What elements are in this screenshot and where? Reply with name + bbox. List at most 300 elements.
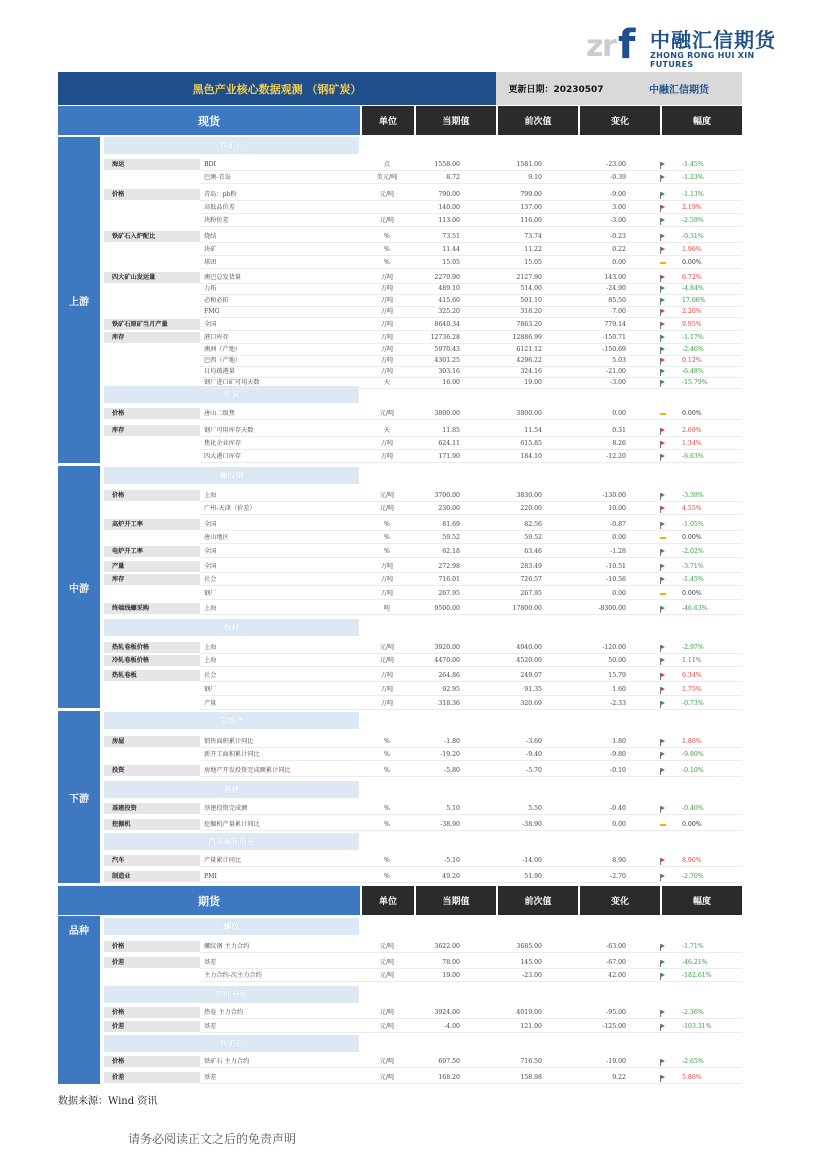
row-rate: -2.46% — [682, 346, 704, 353]
row-change: -3.00 — [610, 217, 626, 224]
row-divider — [200, 242, 742, 243]
row-previous: 4019.00 — [516, 1009, 542, 1016]
trend-flag-icon — [660, 189, 672, 200]
row-divider — [200, 419, 742, 420]
row-unit: % — [384, 821, 390, 828]
row-unit: 万吨 — [380, 453, 394, 460]
row-change: -0.23 — [610, 233, 626, 240]
row-previous: 1581.00 — [516, 161, 542, 168]
row-change: 8.26 — [612, 440, 626, 447]
row-rate: -2.65% — [682, 1058, 704, 1065]
trend-flag-icon — [660, 1007, 672, 1018]
row-group: 价格 — [112, 492, 125, 499]
row-item: 钢厂可用库存天数 — [204, 427, 254, 434]
trend-flag-icon — [660, 574, 672, 585]
row-group: 投资 — [112, 767, 125, 774]
side-upstream: 上游 — [58, 137, 100, 463]
trend-flag-icon — [660, 1021, 672, 1032]
trend-flag-icon — [660, 519, 672, 530]
row-item: 基建投资完成额 — [204, 805, 248, 812]
trend-flag-icon — [660, 257, 672, 268]
spot-header — [58, 106, 742, 135]
row-rate: 1.80% — [682, 738, 702, 745]
row-change: -23.00 — [606, 161, 626, 168]
row-unit: 万吨 — [380, 590, 394, 597]
row-current: 264.86 — [438, 672, 460, 679]
row-group: 价差 — [112, 959, 125, 966]
trend-flag-icon — [660, 438, 672, 449]
row-rate: 2.69% — [682, 427, 702, 434]
trend-flag-icon — [660, 1072, 672, 1083]
row-rate: -1.23% — [682, 174, 704, 181]
trend-flag-icon — [660, 408, 672, 419]
row-item: 港口库存 — [204, 334, 229, 341]
row-item: 新开工面积累计同比 — [204, 751, 260, 758]
row-item: 澳洲（产地） — [204, 346, 242, 353]
row-divider — [200, 170, 742, 171]
f-col-current: 当期值 — [414, 886, 496, 915]
table-row — [104, 603, 742, 614]
row-previous: 3800.00 — [516, 410, 542, 417]
row-current: 11.44 — [442, 246, 460, 253]
row-divider — [200, 776, 742, 777]
row-change: 85.50 — [608, 297, 626, 304]
row-divider — [200, 388, 742, 389]
row-unit: 万吨 — [380, 274, 394, 281]
row-rate: -6.63% — [682, 453, 704, 460]
trend-flag-icon — [660, 215, 672, 226]
row-item: 社会 — [204, 576, 217, 583]
row-current: -38.90 — [440, 821, 460, 828]
row-current: 78.00 — [442, 959, 460, 966]
row-item: 基差 — [204, 1023, 217, 1030]
col-rate: 幅度 — [660, 106, 742, 135]
row-item: 焦化企业库存 — [204, 440, 242, 447]
row-current: 5970.43 — [434, 346, 460, 353]
f-col-previous: 前次值 — [496, 886, 578, 915]
col-previous: 前次值 — [496, 106, 578, 135]
row-unit: 万吨 — [380, 346, 394, 353]
row-current: 325.20 — [438, 308, 460, 315]
row-group — [112, 377, 200, 388]
row-divider — [200, 255, 742, 256]
row-previous: 6121.12 — [516, 346, 542, 353]
row-current: 230.00 — [438, 505, 460, 512]
table-row — [104, 451, 742, 462]
trend-flag-icon — [660, 765, 672, 776]
row-rate: -0.31% — [682, 233, 704, 240]
row-divider — [200, 530, 742, 531]
table-row — [104, 189, 742, 200]
row-change: -0.87 — [610, 521, 626, 528]
row-item: 上海 — [204, 492, 217, 499]
row-item: PMI — [204, 873, 217, 880]
row-current: 272.98 — [438, 563, 460, 570]
trend-flag-icon — [660, 803, 672, 814]
trend-flag-icon — [660, 941, 672, 952]
row-group: 制造业 — [112, 873, 131, 880]
table-row — [104, 366, 742, 377]
row-change: 9.22 — [612, 1074, 626, 1081]
table-row — [104, 655, 742, 666]
trend-flag-icon — [660, 231, 672, 242]
row-change: -2.70 — [610, 873, 626, 880]
trend-flag-icon — [660, 970, 672, 981]
row-item: 基差 — [204, 1074, 217, 1081]
row-item: 钢厂 — [204, 686, 217, 693]
row-group: 海运 — [112, 161, 125, 168]
row-item: 青岛：pb粉 — [204, 191, 237, 198]
category-real-estate: 房地产 — [104, 712, 359, 729]
f-col-rate: 幅度 — [660, 886, 742, 915]
category-f-rebar: 螺纹 — [104, 918, 359, 935]
row-divider — [200, 514, 742, 515]
row-divider — [200, 200, 742, 201]
row-rate: 0.00% — [682, 590, 702, 597]
row-unit: 元/吨 — [379, 1058, 395, 1065]
row-group — [112, 257, 200, 268]
trend-flag-icon — [660, 957, 672, 968]
row-group: 冷轧卷板价格 — [112, 657, 150, 664]
table-row — [104, 670, 742, 681]
row-unit: 元/吨 — [379, 943, 395, 950]
row-divider — [200, 981, 742, 982]
brand-logo — [586, 18, 776, 69]
row-change: 0.31 — [612, 427, 626, 434]
table-row — [104, 749, 742, 760]
row-rate: -1.17% — [682, 334, 704, 341]
row-item: 球团 — [204, 259, 217, 266]
row-change: -9.00 — [610, 191, 626, 198]
row-divider — [200, 557, 742, 558]
row-group: 价格 — [112, 191, 125, 198]
row-unit: 吨 — [383, 605, 391, 612]
row-group — [112, 970, 200, 981]
table-row — [104, 561, 742, 572]
trend-flag-icon — [660, 425, 672, 436]
row-rate: 2.20% — [682, 308, 702, 315]
row-unit: % — [384, 805, 390, 812]
row-unit: % — [384, 767, 390, 774]
row-rate: -4.84% — [682, 285, 704, 292]
row-rate: -1.71% — [682, 943, 704, 950]
trend-flag-icon — [660, 642, 672, 653]
row-change: 7.00 — [612, 308, 626, 315]
trend-flag-icon — [660, 819, 672, 830]
row-previous: 4296.22 — [516, 357, 542, 364]
row-current: 3800.00 — [434, 410, 460, 417]
row-change: 3.00 — [612, 204, 626, 211]
row-current: 12736.28 — [430, 334, 460, 341]
row-group: 电炉开工率 — [112, 548, 143, 555]
row-current: 790.00 — [438, 191, 460, 198]
row-change: 15.79 — [608, 672, 626, 679]
row-change: -3.00 — [610, 379, 626, 386]
row-previous: 501.10 — [520, 297, 542, 304]
trend-flag-icon — [660, 670, 672, 681]
row-current: 16.00 — [442, 379, 460, 386]
row-group — [112, 749, 200, 760]
trend-flag-icon — [660, 295, 672, 306]
row-change: 50.00 — [608, 657, 626, 664]
row-rate: -1.13% — [682, 191, 704, 198]
row-item: 主力合约-次主力合约 — [204, 972, 262, 979]
table-row — [104, 941, 742, 952]
row-group: 挖掘机 — [112, 821, 131, 828]
row-unit: 万吨 — [380, 368, 394, 375]
row-divider — [200, 1032, 742, 1033]
row-divider — [200, 814, 742, 815]
table-row — [104, 736, 742, 747]
row-change: 0.00 — [612, 410, 626, 417]
row-current: 168.20 — [438, 1074, 460, 1081]
row-current: 3700.00 — [434, 492, 460, 499]
row-rate: 9.95% — [682, 321, 702, 328]
row-item: 巴西（产地） — [204, 357, 242, 364]
row-change: 0.00 — [612, 821, 626, 828]
f-col-unit: 单位 — [360, 886, 414, 915]
row-unit: 万吨 — [380, 563, 394, 570]
trend-flag-icon — [660, 855, 672, 866]
row-divider — [200, 543, 742, 544]
row-change: 0.22 — [612, 246, 626, 253]
row-item: 块粉价差 — [204, 217, 229, 224]
row-item: 烧结 — [204, 233, 217, 240]
row-rate: 0.00% — [682, 259, 702, 266]
row-group — [112, 366, 200, 377]
table-row — [104, 319, 742, 330]
row-item: 日均疏港量 — [204, 368, 235, 375]
table-row — [104, 438, 742, 449]
row-previous: 4040.00 — [516, 644, 542, 651]
row-rate: -0.10% — [682, 767, 704, 774]
row-rate: -182.61% — [682, 972, 712, 979]
row-divider — [200, 330, 742, 331]
table-row — [104, 970, 742, 981]
row-item: 上海 — [204, 644, 217, 651]
row-previous: 514.00 — [520, 285, 542, 292]
brand-name-cn: 中融汇信期货 — [650, 28, 776, 52]
row-divider — [200, 462, 742, 463]
row-previous: 91.35 — [524, 686, 542, 693]
row-item: 上海 — [204, 657, 217, 664]
row-rate: -9.80% — [682, 751, 704, 758]
row-current: 624.11 — [438, 440, 460, 447]
row-rate: 5.80% — [682, 1074, 702, 1081]
row-current: 15.05 — [442, 259, 460, 266]
row-current: 59.52 — [442, 534, 460, 541]
row-current: 415.60 — [438, 297, 460, 304]
row-previous: 799.00 — [520, 191, 542, 198]
row-unit: 万吨 — [380, 357, 394, 364]
row-divider — [200, 599, 742, 600]
row-change: 8.90 — [612, 857, 626, 864]
row-current: 81.69 — [442, 521, 460, 528]
row-current: 8.72 — [446, 174, 460, 181]
trend-flag-icon — [660, 319, 672, 330]
row-change: -10.56 — [606, 576, 626, 583]
row-rate: 8.90% — [682, 857, 702, 864]
row-unit: 万吨 — [380, 285, 394, 292]
row-item: 全国 — [204, 563, 217, 570]
trend-flag-icon — [660, 377, 672, 388]
table-row — [104, 332, 742, 343]
row-divider — [200, 1018, 742, 1019]
row-rate: 17.06% — [682, 297, 706, 304]
row-current: 62.18 — [442, 548, 460, 555]
row-rate: -6.48% — [682, 368, 704, 375]
spot-section-title: 现货 — [58, 106, 360, 135]
row-rate: -0.73% — [682, 700, 704, 707]
trend-flag-icon — [660, 871, 672, 882]
row-unit: 元/吨 — [379, 657, 395, 664]
row-current: 318.36 — [438, 700, 460, 707]
row-unit: 元/吨 — [379, 492, 395, 499]
row-change: -8300.00 — [598, 605, 626, 612]
row-unit: 美元/吨 — [376, 174, 398, 181]
category-f-hrc: 热轧卷板 — [104, 986, 359, 1003]
row-previous: 283.49 — [520, 563, 542, 570]
row-previous: 324.16 — [520, 368, 542, 375]
row-current: 113.00 — [438, 217, 460, 224]
row-rate: -3.39% — [682, 492, 704, 499]
trend-flag-icon — [660, 272, 672, 283]
row-item: 巴澳-青岛 — [204, 174, 231, 181]
row-previous: 4520.00 — [516, 657, 542, 664]
table-row — [104, 272, 742, 283]
row-item: 四大港口库存 — [204, 453, 242, 460]
row-current: 73.51 — [442, 233, 460, 240]
row-previous: 145.00 — [520, 959, 542, 966]
row-group: 价差 — [112, 1074, 125, 1081]
row-divider — [200, 882, 742, 883]
row-group — [112, 244, 200, 255]
row-unit: 点 — [383, 161, 391, 168]
row-item: 高低品价差 — [204, 204, 235, 211]
row-previous: -3.60 — [526, 738, 542, 745]
row-change: -120.00 — [602, 644, 626, 651]
row-unit: 元/吨 — [379, 972, 395, 979]
row-item: 销售面积累计同比 — [204, 738, 254, 745]
row-change: -2.33 — [610, 700, 626, 707]
row-current: 5.10 — [446, 805, 460, 812]
row-unit: % — [384, 548, 390, 555]
logo-mark-icon — [586, 22, 642, 62]
trend-flag-icon — [660, 532, 672, 543]
row-rate: 6.34% — [682, 672, 702, 679]
row-unit: 元/吨 — [379, 1074, 395, 1081]
row-group — [112, 438, 200, 449]
row-unit: 万吨 — [380, 576, 394, 583]
row-previous: 726.57 — [520, 576, 542, 583]
row-previous: 137.00 — [520, 204, 542, 211]
row-change: 0.00 — [612, 534, 626, 541]
svg-text:f: f — [618, 22, 636, 62]
side-downstream: 下游 — [58, 711, 100, 883]
table-row — [104, 490, 742, 501]
row-previous: 17800.00 — [512, 605, 542, 612]
row-current: 303.16 — [438, 368, 460, 375]
row-previous: 121.00 — [520, 1023, 542, 1030]
row-previous: 615.85 — [520, 440, 542, 447]
category-auto: 汽车&制造业 — [104, 833, 359, 850]
row-unit: 元/吨 — [379, 1023, 395, 1030]
data-source: 数据来源：Wind 资讯 — [58, 1096, 158, 1107]
row-rate: -46.63% — [682, 605, 708, 612]
row-group — [112, 344, 200, 355]
row-change: 42.00 — [608, 972, 626, 979]
row-current: 697.50 — [438, 1058, 460, 1065]
row-change: 0.00 — [612, 259, 626, 266]
table-row — [104, 1056, 742, 1067]
row-change: -24.90 — [606, 285, 626, 292]
row-rate: 2.19% — [682, 204, 702, 211]
row-previous: 11.54 — [524, 427, 542, 434]
row-change: -12.20 — [606, 453, 626, 460]
table-row — [104, 306, 742, 317]
row-current: 3924.00 — [434, 1009, 460, 1016]
row-unit: 万吨 — [380, 297, 394, 304]
row-current: 2270.90 — [434, 274, 460, 281]
row-item: 房地产开发投资完成额累计同比 — [204, 767, 291, 774]
row-previous: 11.22 — [524, 246, 542, 253]
row-unit: % — [384, 751, 390, 758]
row-item: 热卷 主力合约 — [204, 1009, 244, 1016]
row-previous: 184.10 — [520, 453, 542, 460]
row-divider — [200, 585, 742, 586]
row-divider — [200, 268, 742, 269]
row-rate: 0.00% — [682, 410, 702, 417]
table-row — [104, 295, 742, 306]
table-row — [104, 244, 742, 255]
side-variety: 品种 — [58, 916, 100, 1084]
row-group: 价格 — [112, 1009, 125, 1016]
side-midstream: 中游 — [58, 466, 100, 708]
row-item: BDI — [204, 161, 216, 168]
row-unit: 万吨 — [380, 334, 394, 341]
row-current: -1.80 — [444, 738, 460, 745]
row-change: 0.00 — [612, 590, 626, 597]
row-current: 9500.00 — [434, 605, 460, 612]
row-rate: -2.36% — [682, 1009, 704, 1016]
row-group: 四大矿山发运量 — [112, 274, 156, 281]
table-row — [104, 765, 742, 776]
row-previous: 2127.90 — [516, 274, 542, 281]
row-divider — [200, 653, 742, 654]
row-unit: % — [384, 521, 390, 528]
row-item: 产量累计同比 — [204, 857, 242, 864]
row-rate: 0.00% — [682, 821, 702, 828]
table-row — [104, 408, 742, 419]
row-divider — [200, 614, 742, 615]
row-group: 库存 — [112, 576, 125, 583]
table-row — [104, 819, 742, 830]
table-row — [104, 684, 742, 695]
row-previous: -14.00 — [522, 857, 542, 864]
mini-logo-text: 中融汇信期货 — [649, 85, 709, 96]
row-rate: -2.59% — [682, 217, 704, 224]
row-rate: 4.55% — [682, 505, 702, 512]
row-previous: 63.46 — [524, 548, 542, 555]
row-current: 8640.34 — [434, 321, 460, 328]
trend-flag-icon — [660, 202, 672, 213]
row-divider — [200, 436, 742, 437]
category-plate: 板材 — [104, 619, 359, 636]
row-group — [112, 172, 200, 183]
col-change: 变化 — [578, 106, 660, 135]
row-divider — [200, 760, 742, 761]
row-previous: 51.90 — [524, 873, 542, 880]
